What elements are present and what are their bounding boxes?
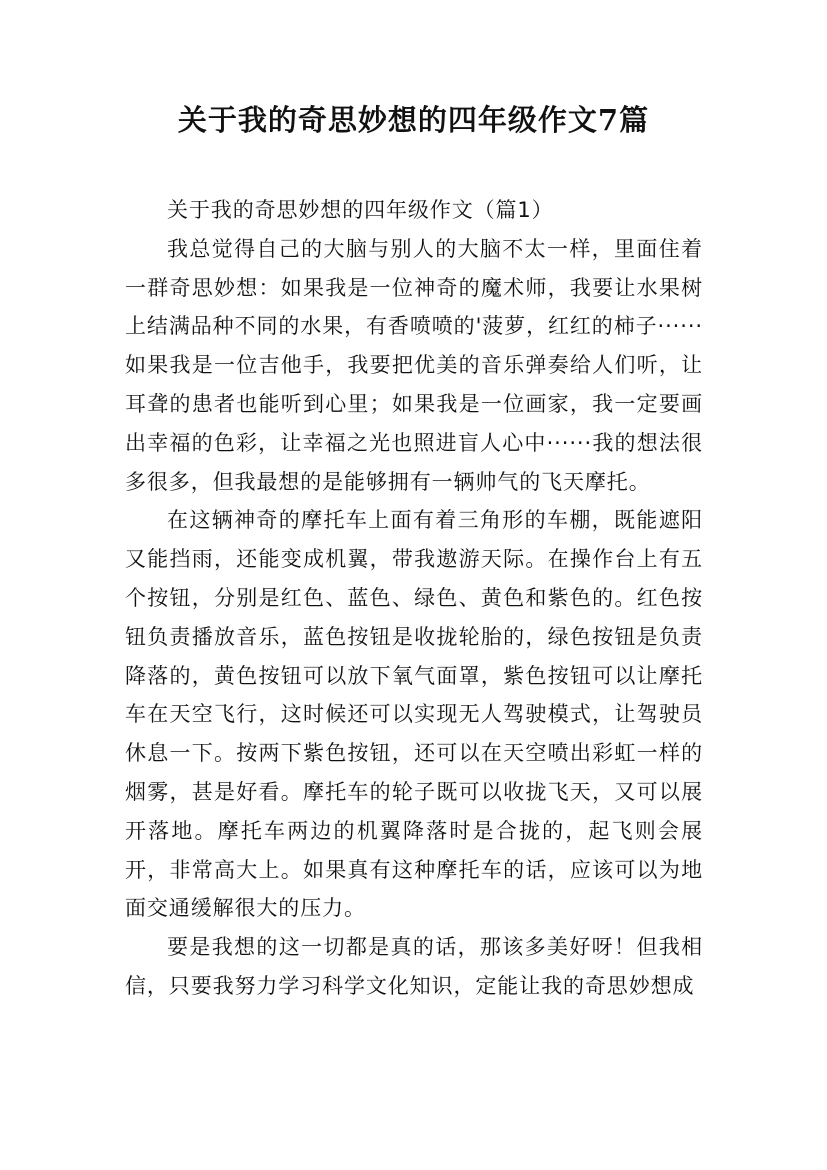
paragraph-3: 要是我想的这一切都是真的话，那该多美好呀！但我相信，只要我努力学习科学文化知识，定能让我的奇思妙想成	[125, 935, 703, 998]
paragraph-2: 在这辆神奇的摩托车上面有着三角形的车棚，既能遮阳又能挡雨，还能变成机翼，带我遨游天际。在操作台上有五个按钮，分别是红色、蓝色、绿色、黄色和紫色的。红色按钮负责播放音乐，蓝色按钮是收拢轮胎的，绿色按钮是负责降落的，黄色按钮可以放下氧气面罩，紫色按钮可以让摩托车在天空飞行，这时候还可以实现无人驾驶模式，让驾驶员休息一下。按两下紫色按钮，还可以在天空喷出彩虹一样的烟雾，甚是好看。摩托车的轮子既可以收拢飞天，又可以展开落地。摩托车两边的机翼降落时是合拢的，起飞则会展开，非常高大上。如果真有这种摩托车的话，应该可以为地面交通缓解很大的压力。	[125, 508, 703, 921]
document-body	[125, 191, 703, 1006]
document-title: 关于我的奇思妙想的四年级作文7篇	[177, 103, 650, 137]
paragraph-1: 我总觉得自己的大脑与别人的大脑不太一样，里面住着一群奇思妙想：如果我是一位神奇的魔术师，我要让水果树上结满品种不同的水果，有香喷喷的'菠萝，红红的柿子······如果我是一位吉他手，我要把优美的音乐弹奏给人们听，让耳聋的患者也能听到心里；如果我是一位画家，我一定要画出幸福的色彩，让幸福之光也照进盲人心中······我的想法很多很多，但我最想的是能够拥有一辆帅气的飞天摩托。	[125, 236, 703, 494]
section-heading: 关于我的奇思妙想的四年级作文（篇1）	[167, 198, 554, 222]
